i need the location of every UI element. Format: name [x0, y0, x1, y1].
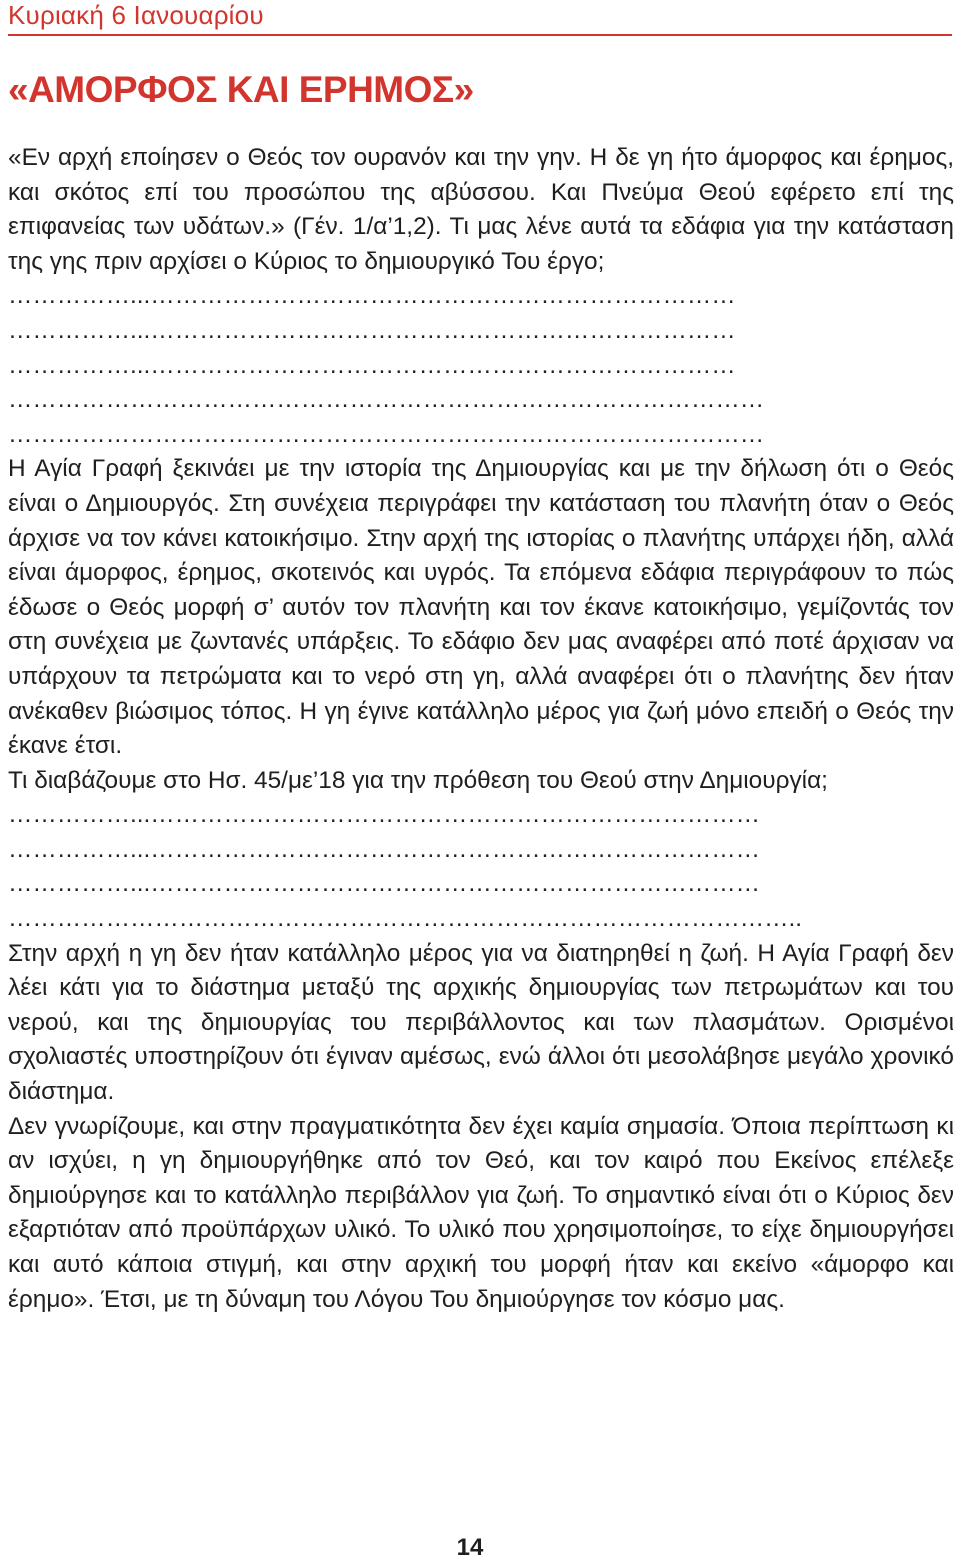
answer-line: …………………………………………………………………………………	[8, 386, 765, 414]
paragraph-conclusion: Δεν γνωρίζουμε, και στην πραγματικότητα δεν έχει καμία σημασία. Όποια περίπτωση κι αν ισχύει, η γη δημιουργήθηκε από τον Θεό, και τον καιρό που Εκείνος επέλεξε δημιούργησε και το κατάλληλο περιβάλλον για ζωή. Το σημαντικό είναι ότι ο Κύριος δεν εξαρτιόταν από προϋπάρχων υλικό. Το υλικό που χρησιμοποίησε, το είχε δημιουργήσει και αυτό κάποια στιγμή, και στην αρχική του μορφή ήταν και εκείνο «άμορφο και έρημο». Έτσι, με τη δύναμη του Λόγου Του δημιούργησε τον κόσμο μας.	[8, 1112, 954, 1313]
answer-line: ……………...………………………………………………………………	[8, 316, 736, 344]
answer-line: ……………...………………………………………………………………	[8, 282, 736, 310]
answer-lines-1	[8, 279, 954, 452]
header-rule	[8, 34, 952, 36]
answer-line: ……………...…………………………………………………………………	[8, 801, 761, 829]
document-body	[8, 141, 954, 1317]
page-number: 14	[456, 1534, 484, 1561]
answer-line: ……………...………………………………………………………………	[8, 351, 736, 379]
page-header	[8, 0, 952, 38]
paragraph-intro-question: «Εν αρχή εποίησεν ο Θεός τον ουρανόν και την γην. Η δε γη ήτο άμορφος και έρημος, και σκότος επί του προσώπου της αβύσσου. Και Πνεύμα Θεού εφέρετο επί της επιφανείας των υδάτων.» (Γέν. 1/α’1,2). Τι μας λένε αυτά τα εδάφια για την κατάσταση της γης πριν αρχίσει ο Κύριος το δημιουργικό Του έργο;	[8, 144, 954, 275]
paragraph-creation: Η Αγία Γραφή ξεκινάει με την ιστορία της Δημιουργίας και με την δήλωση ότι ο Θεός είναι ο Δημιουργός. Στη συνέχεια περιγράφει την κατάσταση του πλανήτη όταν ο Θεός άρχισε να τον κάνει κατοικήσιμο. Στην αρχή της ιστορίας ο πλανήτης υπάρχει ήδη, αλλά είναι άμορφος, έρημος, σκοτεινός και υγρός. Τα επόμενα εδάφια περιγράφουν το πώς έδωσε ο Θεός μορφή σ’ αυτόν τον πλανήτη και τον έκανε κατοικήσιμο, γεμίζοντάς τον στη συνέχεια με ζωντανές υπάρξεις. Το εδάφιο δεν μας αναφέρει από ποτέ άρχισαν να υπάρχουν τα πετρώματα και το νερό στη γη, αλλά αναφέρει ότι ο πλανήτης δεν ήταν ανέκαθεν βιώσιμος τόπος. Η γη έγινε κατάλληλο μέρος για ζωή μόνο επειδή ο Θεός την έκανε έτσι.	[8, 455, 954, 760]
answer-line: …………………………………………………………………………………	[8, 420, 765, 448]
paragraph-question-isaiah: Τι διαβάζουμε στο Ησ. 45/με’18 για την πρόθεση του Θεού στην Δημιουργία;	[8, 766, 828, 794]
page-title: «ΑΜΟΡΦΟΣ ΚΑΙ ΕΡΗΜΟΣ»	[8, 69, 474, 110]
answer-line: ……………...…………………………………………………………………	[8, 870, 761, 898]
header-date: Κυριακή 6 Ιανουαρίου	[8, 0, 264, 30]
paragraph-beginning: Στην αρχή η γη δεν ήταν κατάλληλο μέρος για να διατηρηθεί η ζωή. Η Αγία Γραφή δεν λέει κάτι για το διάστημα μεταξύ της αρχικής δημιουργίας των πετρωμάτων και του νερού, και της δημιουργίας του περιβάλλοντος και των πλασμάτων. Ορισμένοι σχολιαστές υποστηρίζουν ότι έγιναν αμέσως, ενώ άλλοι ότι μεσολάβησε μεγάλο χρονικό διάστημα.	[8, 939, 954, 1106]
answer-lines-2	[8, 798, 954, 936]
answer-line: ……………………………………………………………………………………..	[8, 905, 803, 933]
answer-line: ……………...…………………………………………………………………	[8, 835, 761, 863]
